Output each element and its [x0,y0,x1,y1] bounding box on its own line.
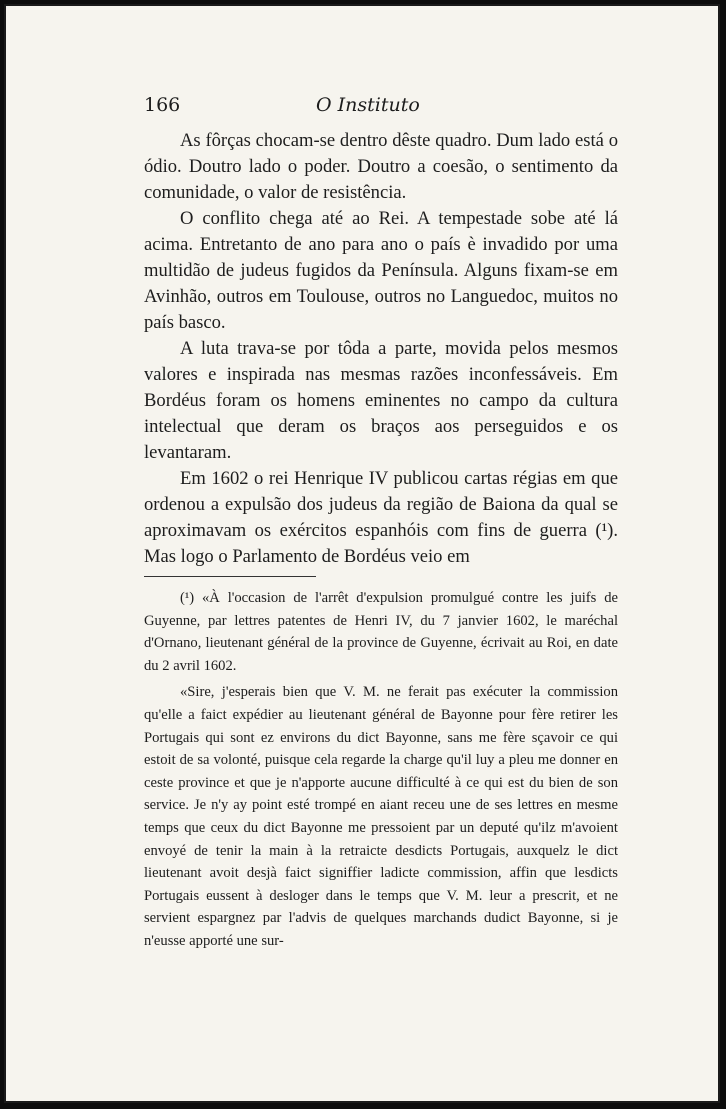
footnote-paragraph: «Sire, j'esperais bien que V. M. ne ferait pas exécuter la commission qu'elle a faict expédier au lieutenant général de Bayonne pour fère retirer les Portugais qui sont ez environs du dict Bayonne, sans me fère sçavoir ce qui estoit de sa volonté, puisque cela regarde la charge qu'il luy a pleu me donner en ceste province et que je n'apporte aucune difficulté à ce qui est du bien de son service. Je n'y ay point esté trompé en aiant receu une de ses lettres en mesme temps que ceux du dict Bayonne me pressoient par un deputé qu'ilz m'avoient envoyé de tenir la main à la retraicte desdicts Portugais, auxquelz le dict lieutenant avoit desjà faict signiffier ladicte commission, affin que lesdicts Portugais eussent à desloger dans le temps que V. M. leur a prescrit, et ne servient espargnez par l'advis de quelques marchands dudict Bayonne, si je n'eusse apporté une sur- [144,684,618,949]
body-paragraph: Em 1602 o rei Henrique IV publicou cartas régias em que ordenou a expulsão dos judeus da região de Baiona da qual se aproximavam os exércitos espanhóis com fins de guerra (¹). Mas logo o Parlamento de Bordéus veio em [144,468,618,567]
footnote-divider [144,576,316,577]
body-text [144,128,618,570]
running-head [144,94,618,128]
page-content [144,94,618,953]
footnotes [144,587,618,953]
page-number: 166 [144,94,181,116]
scanned-page [4,4,720,1103]
running-title: O Instituto [316,94,420,116]
body-paragraph: As fôrças chocam-se dentro dêste quadro. Dum lado está o ódio. Doutro lado o poder. Doutro a coesão, o sentimento da comunidade, o valor de resistência. [144,130,618,203]
footnote-paragraph: (¹) «À l'occasion de l'arrêt d'expulsion promulgué contre les juifs de Guyenne, par lettres patentes de Henri IV, du 7 janvier 1602, le maréchal d'Ornano, lieutenant général de la province de Guyenne, écrivait au Roi, en date du 2 avril 1602. [144,590,618,674]
body-paragraph: O conflito chega até ao Rei. A tempestade sobe até lá acima. Entretanto de ano para ano o país è invadido por uma multidão de judeus fugidos da Península. Alguns fixam-se em Avinhão, outros em Toulouse, outros no Languedoc, muitos no país basco. [144,208,618,333]
body-paragraph: A luta trava-se por tôda a parte, movida pelos mesmos valores e inspirada nas mesmas razões inconfessáveis. Em Bordéus foram os homens eminentes no campo da cultura intelectual que deram os braços aos perseguidos e os levantaram. [144,338,618,463]
